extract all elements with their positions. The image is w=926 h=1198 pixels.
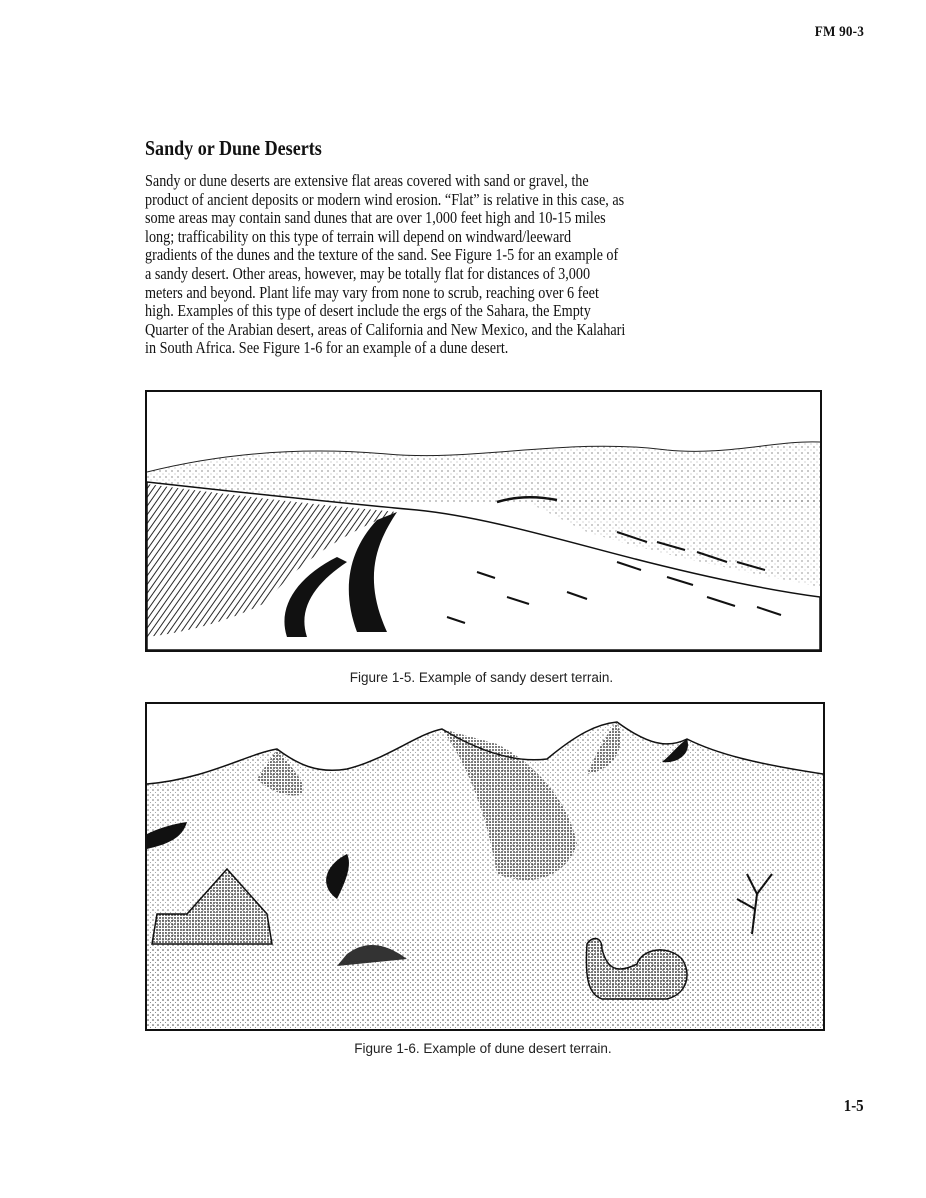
section-title: Sandy or Dune Deserts bbox=[145, 136, 322, 160]
figure-1-6-caption: Figure 1-6. Example of dune desert terrain. bbox=[354, 1041, 612, 1056]
dune-desert-drawing bbox=[147, 704, 823, 1029]
figure-sandy-desert-illustration bbox=[145, 390, 822, 652]
document-id-header: FM 90-3 bbox=[814, 24, 864, 40]
page-number: 1-5 bbox=[844, 1096, 864, 1115]
section-paragraph: Sandy or dune deserts are extensive flat areas covered with sand or gravel, the product of ancient deposits or modern wind erosion. “Flat” is relative in this case, as some areas may contain sand dunes that are over 1,000 feet high and 10-15 miles long; trafficability on this type of terrain will depend on windward/leeward gradients of the dunes and the texture of the sand. See Figure 1-5 for an example of a sandy desert. Other areas, however, may be totally flat for distances of 3,000 meters and beyond. Plant life may vary from none to scrub, reaching over 6 feet high. Examples of this type of desert include the ergs of the Sahara, the Empty Quarter of the Arabian desert, areas of California and New Mexico, and the Kalahari in South Africa. See Figure 1-6 for an example of a dune desert. bbox=[145, 171, 626, 358]
sandy-desert-drawing bbox=[147, 392, 820, 650]
figure-dune-desert-illustration bbox=[145, 702, 825, 1031]
figure-1-5-caption: Figure 1-5. Example of sandy desert terrain. bbox=[349, 670, 614, 685]
